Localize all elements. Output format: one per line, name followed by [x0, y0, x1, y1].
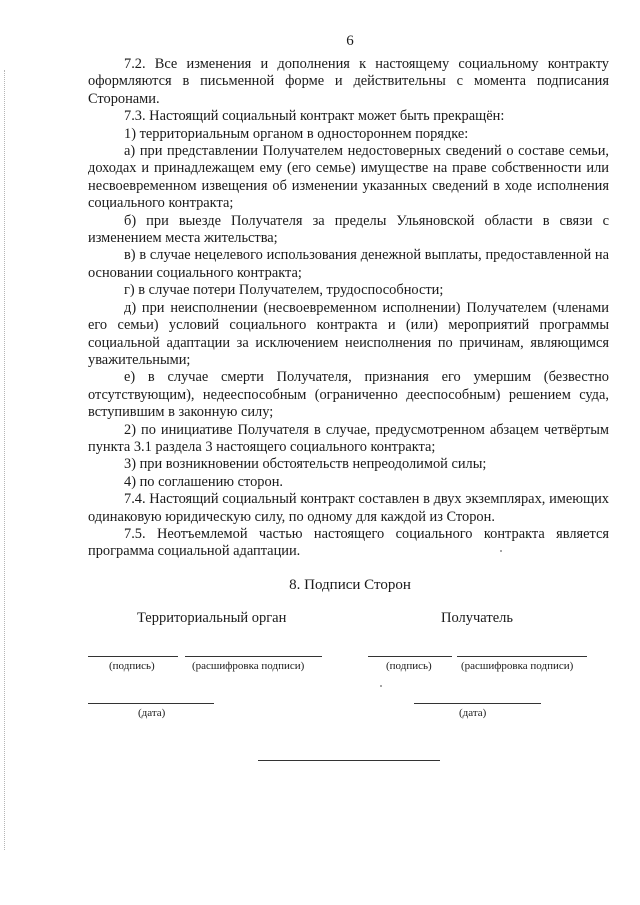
paragraph-item-e: е) в случае смерти Получателя, признания его умершим (безвестно отсутствующим), недееспособным (ограниченно дееспособным) решением суда, вступившим в законную силу;	[88, 369, 609, 421]
party-title-recipient: Получатель	[441, 610, 513, 626]
scan-speck	[380, 685, 382, 687]
paragraph-item-v: в) в случае нецелевого использования денежной выплаты, предоставленной на основании социального контракта;	[88, 247, 609, 281]
left-decoding-caption: (расшифровка подписи)	[192, 660, 305, 672]
right-date-caption: (дата)	[459, 707, 487, 719]
section-title: 8. Подписи Сторон	[289, 577, 411, 593]
right-decoding-line	[457, 656, 587, 657]
paragraph-item-g: г) в случае потери Получателем, трудоспособности;	[124, 282, 444, 299]
paragraph-7-3: 7.3. Настоящий социальный контракт может быть прекращён:	[124, 108, 505, 125]
paragraph-item-3: 3) при возникновении обстоятельств непреодолимой силы;	[124, 456, 487, 473]
left-decoding-line	[185, 656, 322, 657]
left-date-caption: (дата)	[138, 707, 166, 719]
left-date-line	[88, 703, 214, 704]
paragraph-item-d: д) при неисполнении (несвоевременном исполнении) Получателем (членами его семьи) условий социального контракта и (или) мероприятий программы социальной адаптации за исключением неисполнения по причинам, являющимся уважительными;	[88, 299, 609, 368]
left-signature-line	[88, 656, 178, 657]
contract-body	[88, 56, 609, 561]
party-title-territorial-organ: Территориальный орган	[137, 610, 287, 626]
page-number: 6	[346, 33, 354, 49]
paragraph-7-5: 7.5. Неотъемлемой частью настоящего социального контракта является программа социальной адаптации.	[88, 525, 609, 560]
paragraph-7-2: 7.2. Все изменения и дополнения к настоящему социальному контракту оформляются в письменной форме и действительны с момента подписания Сторонами.	[88, 56, 609, 107]
bottom-separator-line	[258, 760, 440, 761]
paragraph-item-2: 2) по инициативе Получателя в случае, предусмотренном абзацем четвёртым пункта 3.1 раздела 3 настоящего социального контракта;	[88, 421, 609, 455]
paragraph-item-a: а) при представлении Получателем недостоверных сведений о составе семьи, доходах и принадлежащем ему (его семье) имуществе на праве собственности или несвоевременном извещения об изменении указанных сведений в ходе исполнения социального контракта;	[88, 143, 609, 212]
paragraph-item-4: 4) по соглашению сторон.	[124, 473, 283, 490]
scan-margin-line	[4, 70, 5, 850]
right-date-line	[414, 703, 541, 704]
left-signature-caption: (подпись)	[109, 660, 155, 672]
paragraph-item-1: 1) территориальным органом в одностороннем порядке:	[124, 125, 469, 142]
right-signature-caption: (подпись)	[386, 660, 432, 672]
right-decoding-caption: (расшифровка подписи)	[461, 660, 574, 672]
right-signature-line	[368, 656, 452, 657]
paragraph-item-b: б) при выезде Получателя за пределы Ульяновской области в связи с изменением места жительства;	[88, 212, 609, 247]
paragraph-7-4: 7.4. Настоящий социальный контракт составлен в двух экземплярах, имеющих одинаковую юридическую силу, по одному для каждой из Сторон.	[88, 491, 609, 525]
